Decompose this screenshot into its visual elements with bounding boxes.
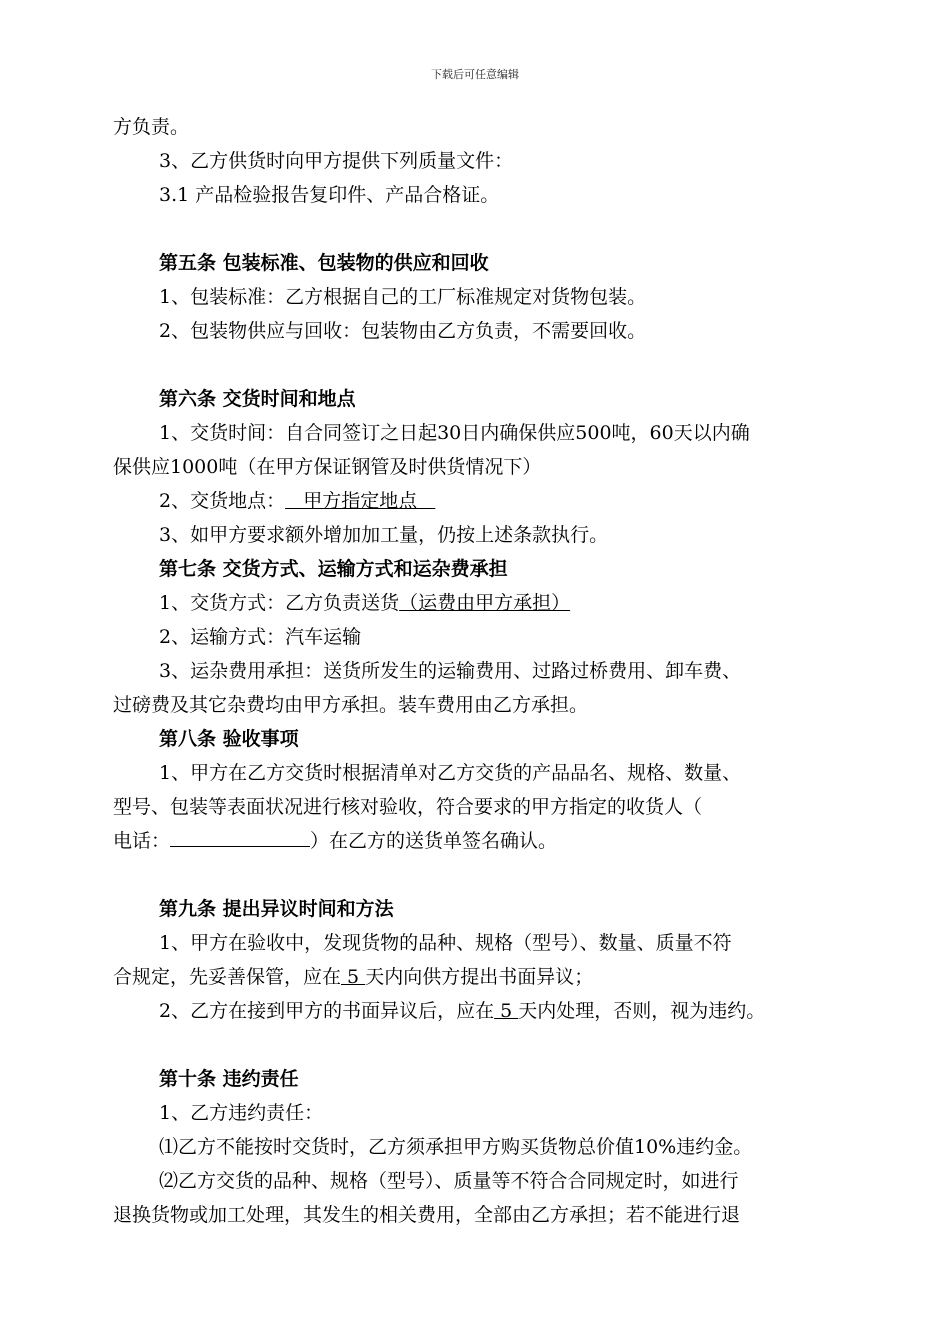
- paragraph: [113, 824, 863, 858]
- paragraph: 1、交货时间：自合同签订之日起30日内确保供应500吨，60天以内确: [159, 422, 750, 444]
- phone-label: 电话：: [113, 830, 171, 852]
- section-heading-6: 第六条 交货时间和地点: [159, 388, 356, 410]
- section-heading-10: 第十条 违约责任: [159, 1068, 299, 1090]
- paragraph: 3.1 产品检验报告复印件、产品合格证。: [159, 184, 500, 206]
- section-heading-7: 第七条 交货方式、运输方式和运杂费承担: [159, 558, 508, 580]
- paragraph: 保供应1000吨（在甲方保证钢管及时供货情况下）: [113, 456, 542, 478]
- delivery-location-label: 2、交货地点：: [159, 490, 286, 512]
- section-heading-5: 第五条 包装标准、包装物的供应和回收: [159, 252, 489, 274]
- paragraph: [113, 586, 863, 620]
- paragraph: [113, 960, 863, 994]
- delivery-method-value: （运费由甲方承担）: [399, 592, 571, 614]
- paragraph: 2、包装物供应与回收：包装物由乙方负责，不需要回收。: [159, 320, 647, 342]
- paragraph: 型号、包装等表面状况进行核对验收，符合要求的甲方指定的收货人（: [113, 796, 703, 818]
- paragraph: [113, 994, 863, 1028]
- section-heading-8: 第八条 验收事项: [159, 728, 299, 750]
- objection-days: 5: [341, 966, 366, 988]
- text-span: 天内处理，否则，视为违约。: [518, 1000, 766, 1022]
- paragraph: [113, 484, 863, 518]
- paragraph: 3、运杂费用承担：送货所发生的运输费用、过路过桥费用、卸车费、: [159, 660, 742, 682]
- paragraph: 退换货物或加工处理，其发生的相关费用，全部由乙方承担；若不能进行退: [113, 1204, 741, 1226]
- paragraph: 过磅费及其它杂费均由甲方承担。装车费用由乙方承担。: [113, 694, 589, 716]
- paragraph: 2、运输方式：汽车运输: [159, 626, 362, 648]
- paragraph: ⑴乙方不能按时交货时，乙方须承担甲方购买货物总价值10%违约金。: [159, 1136, 753, 1158]
- text-span: 合规定，先妥善保管，应在: [113, 966, 342, 988]
- handling-days: 5: [494, 1000, 519, 1022]
- phone-blank: [170, 828, 310, 847]
- paragraph: 1、甲方在乙方交货时根据清单对乙方交货的产品品名、规格、数量、: [159, 762, 742, 784]
- document-body: [113, 110, 863, 1232]
- phone-suffix: ）在乙方的送货单签名确认。: [310, 830, 558, 852]
- paragraph: 1、甲方在验收中，发现货物的品种、规格（型号）、数量、质量不符: [159, 932, 732, 954]
- paragraph: 方负责。: [113, 116, 190, 138]
- delivery-location-value: 甲方指定地点: [285, 490, 436, 512]
- paragraph: 1、包装标准：乙方根据自己的工厂标准规定对货物包装。: [159, 286, 647, 308]
- page-header: 下载后可任意编辑: [431, 68, 519, 81]
- paragraph: ⑵乙方交货的品种、规格（型号）、质量等不符合合同规定时，如进行: [159, 1170, 739, 1192]
- text-span: 2、乙方在接到甲方的书面异议后，应在: [159, 1000, 495, 1022]
- paragraph: 1、乙方违约责任：: [159, 1102, 324, 1124]
- text-span: 天内向供方提出书面异议；: [365, 966, 594, 988]
- paragraph: 3、如甲方要求额外增加加工量，仍按上述条款执行。: [159, 524, 609, 546]
- delivery-method-label: 1、交货方式：乙方负责送货: [159, 592, 400, 614]
- section-heading-9: 第九条 提出异议时间和方法: [159, 898, 394, 920]
- paragraph: 3、乙方供货时向甲方提供下列质量文件：: [159, 150, 514, 172]
